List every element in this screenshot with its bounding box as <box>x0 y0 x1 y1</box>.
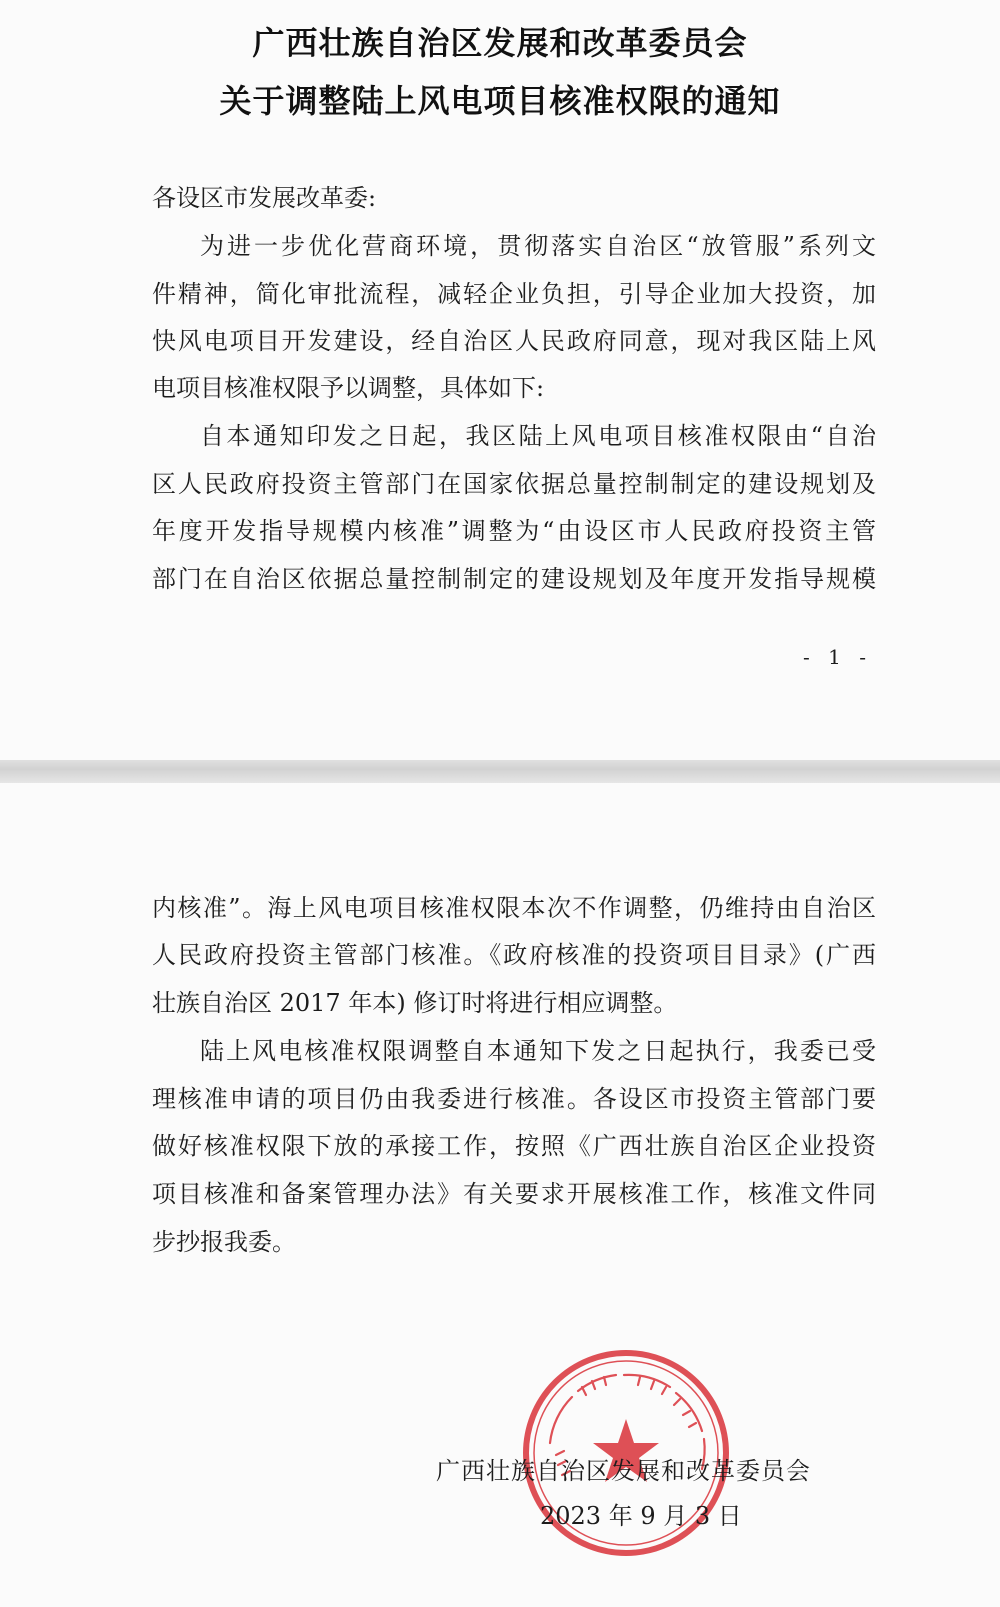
body-line: 电项目核准权限予以调整，具体如下: <box>152 374 545 402</box>
body-line: 内核准”。海上风电项目核准权限本次不作调整，仍维持由自治区 <box>152 894 876 922</box>
body-line: 人民政府投资主管部门核准。《政府核准的投资项目目录》(广西 <box>152 941 876 969</box>
body-line: 区人民政府投资主管部门在国家依据总量控制制定的建设规划及 <box>152 470 876 498</box>
body-line: 快风电项目开发建设，经自治区人民政府同意，现对我区陆上风 <box>152 327 876 355</box>
body-line: 步抄报我委。 <box>152 1228 296 1256</box>
body-line: 年度开发指导规模内核准”调整为“由设区市人民政府投资主管 <box>152 517 876 545</box>
body-line: 壮族自治区 2017 年本) 修订时将进行相应调整。 <box>152 989 678 1017</box>
issuer-signature: 广西壮族自治区发展和改革委员会 <box>436 1457 811 1485</box>
document-title-line-2: 关于调整陆上风电项目核准权限的通知 <box>219 82 781 120</box>
salutation: 各设区市发展改革委: <box>152 184 377 212</box>
issue-date: 2023 年 9 月 3 日 <box>540 1502 742 1530</box>
body-line: 为进一步优化营商环境，贯彻落实自治区“放管服”系列文 <box>200 232 876 260</box>
body-line: 自本通知印发之日起，我区陆上风电项目核准权限由“自治 <box>200 422 876 450</box>
body-line: 陆上风电核准权限调整自本通知下发之日起执行，我委已受 <box>200 1037 876 1065</box>
page-divider <box>0 760 1000 783</box>
body-line: 部门在自治区依据总量控制制定的建设规划及年度开发指导规模 <box>152 565 876 593</box>
document-title-line-1: 广西壮族自治区发展和改革委员会 <box>252 24 748 62</box>
page-number: - 1 - <box>803 645 872 669</box>
body-line: 理核准申请的项目仍由我委进行核准。各设区市投资主管部门要 <box>152 1085 876 1113</box>
body-line: 项目核准和备案管理办法》有关要求开展核准工作，核准文件同 <box>152 1180 876 1208</box>
body-line: 做好核准权限下放的承接工作，按照《广西壮族自治区企业投资 <box>152 1132 876 1160</box>
body-line: 件精神，简化审批流程，减轻企业负担，引导企业加大投资，加 <box>152 280 876 308</box>
